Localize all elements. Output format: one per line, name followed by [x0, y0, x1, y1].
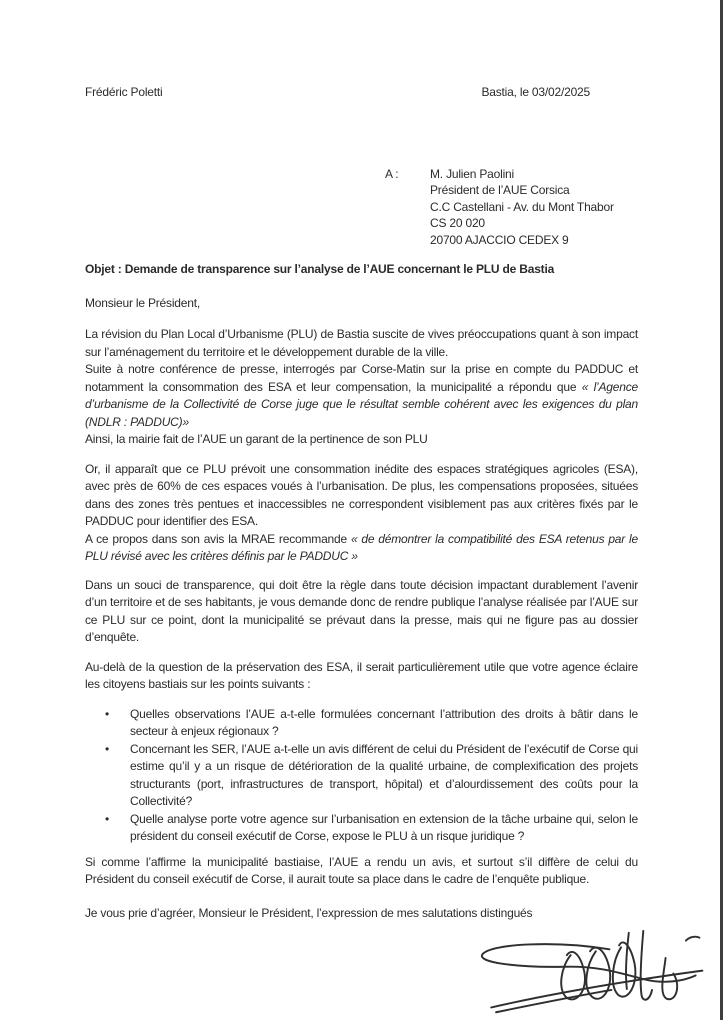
bullet-text-tache-urbaine: Quelle analyse porte votre agence sur l’urbanisation en extension de la tâche urbaine qui, selon le président du conseil exécutif de Corse, expose le PLU à un risque juridique ? — [130, 811, 638, 843]
paragraph-sicomme: Si comme l’affirme la municipalité bastiaise, l’AUE a rendu un avis, et surtout s’il diffère de celui du Président du conseil exécutif de Corse, il aurait toute sa place dans le cadre de l’enquête publique. — [85, 854, 638, 886]
signature-scribble — [460, 928, 723, 1020]
paragraph-ainsi: Ainsi, la mairie fait de l’AUE un garant de la pertinence de son PLU — [85, 432, 428, 446]
paragraph-group-audela — [85, 659, 638, 694]
paragraph-mrae-quote: « de démontrer la compatibilité des ESA retenus par le PLU révisé avec les critères définis par le PADDUC » — [85, 531, 638, 563]
signature-descender — [662, 958, 677, 999]
bullet-list — [85, 706, 638, 846]
recipient-block — [385, 166, 638, 249]
paragraph-group-sicomme — [85, 854, 638, 889]
bullet-text-ser: Concernant les SER, l’AUE a-t-elle un avis différent de celui du Président de l’exécutif de Corse qui estime qu’il y a un risque de détérioration de la qualité urbaine, de complexification des projets structurants (port, infrastructures de transport, hôpital) et d’alourdissement des coûts pour la Collectivité? — [130, 741, 638, 808]
letter-content — [85, 84, 638, 922]
salutation: Monsieur le Président, — [85, 295, 200, 310]
paragraph-group-context — [85, 326, 638, 449]
letter-header — [85, 84, 638, 102]
paragraph-conference — [85, 361, 638, 431]
recipient-title: Président de l’AUE Corsica — [430, 183, 570, 197]
bullet-dot: • — [105, 706, 110, 721]
paragraph-mrae-intro: A ce propos dans son avis la MRAE recommande — [85, 531, 351, 546]
recipient-cs: CS 20 020 — [430, 216, 485, 230]
bullet-item — [85, 706, 638, 741]
paragraph-group-transparence — [85, 577, 638, 647]
paragraph-conference-intro: Suite à notre conférence de presse, interrogés par Corse-Matin sur la prise en compte du PADDUC et notamment la consommation des ESA et leur compensation, la municipalité a répondu que — [85, 362, 638, 394]
recipient-address — [430, 166, 614, 249]
paragraph-conference-quote: « l’Agence d’urbanisme de la Collectivité de Corse juge que le résultat semble cohérent avec les exigences du plan (NDLR : PADDUC)» — [85, 379, 639, 429]
signature-ascender-2 — [641, 931, 652, 1000]
paragraph-revision: La révision du Plan Local d’Urbanisme (PLU) de Bastia suscite de vives préoccupations quant à son impact sur l’aménagement du territoire et le développement durable de la ville. — [85, 327, 638, 359]
bullet-item — [85, 811, 638, 846]
subject-line: Objet : Demande de transparence sur l’analyse de l’AUE concernant le PLU de Bastia — [85, 262, 555, 276]
paragraph-esa: Or, il apparaît que ce PLU prévoit une consommation inédite des espaces stratégiques agricoles (ESA), avec près de 60% de ces espaces voués à l’urbanisation. De plus, les compensations proposées, situées dans des zones très pentues et inaccessibles ne correspondent visiblement pas aux critères fixés par le PADDUC pour identifier des ESA. — [85, 461, 638, 528]
bullet-dot: • — [105, 741, 110, 756]
dateline: Bastia, le 03/02/2025 — [481, 85, 590, 99]
recipient-name: M. Julien Paolini — [430, 166, 514, 181]
closing-line: Je vous prie d’agréer, Monsieur le Président, l’expression de mes salutations distingués — [85, 905, 533, 920]
recipient-street: C.C Castellani - Av. du Mont Thabor — [430, 199, 614, 214]
sender-name: Frédéric Poletti — [85, 85, 163, 99]
paragraph-group-esa — [85, 461, 638, 566]
recipient-city: 20700 AJACCIO CEDEX 9 — [430, 232, 569, 247]
signature-strike-2 — [496, 990, 611, 1012]
recipient-to-label: A : — [385, 166, 399, 181]
bullet-dot: • — [105, 811, 110, 826]
signature-loop-3 — [613, 942, 636, 996]
paragraph-transparence: Dans un souci de transparence, qui doit être la règle dans toute décision impactant durablement l’avenir d’un territoire et de ses habitants, je vous demande donc de rendre publique l’analyse réalisée par l’AUE sur ce PLU sur ce point, dont la municipalité se prévaut dans la presse, mais qui ne figure pas au dossier d’enquête. — [85, 577, 638, 644]
paragraph-mrae — [85, 531, 638, 566]
bullet-item — [85, 741, 638, 811]
paragraph-audela: Au-delà de la question de la préservation des ESA, il serait particulièrement utile que votre agence éclaire les citoyens bastiais sur les points suivants : — [85, 659, 638, 691]
bullet-text-droits-a-batir: Quelles observations l’AUE a-t-elle formulées concernant l’attribution des droits à bâtir dans le secteur à enjeux régionaux ? — [130, 706, 638, 738]
signature-strike-1 — [491, 971, 702, 1008]
signature-tick — [686, 937, 700, 941]
